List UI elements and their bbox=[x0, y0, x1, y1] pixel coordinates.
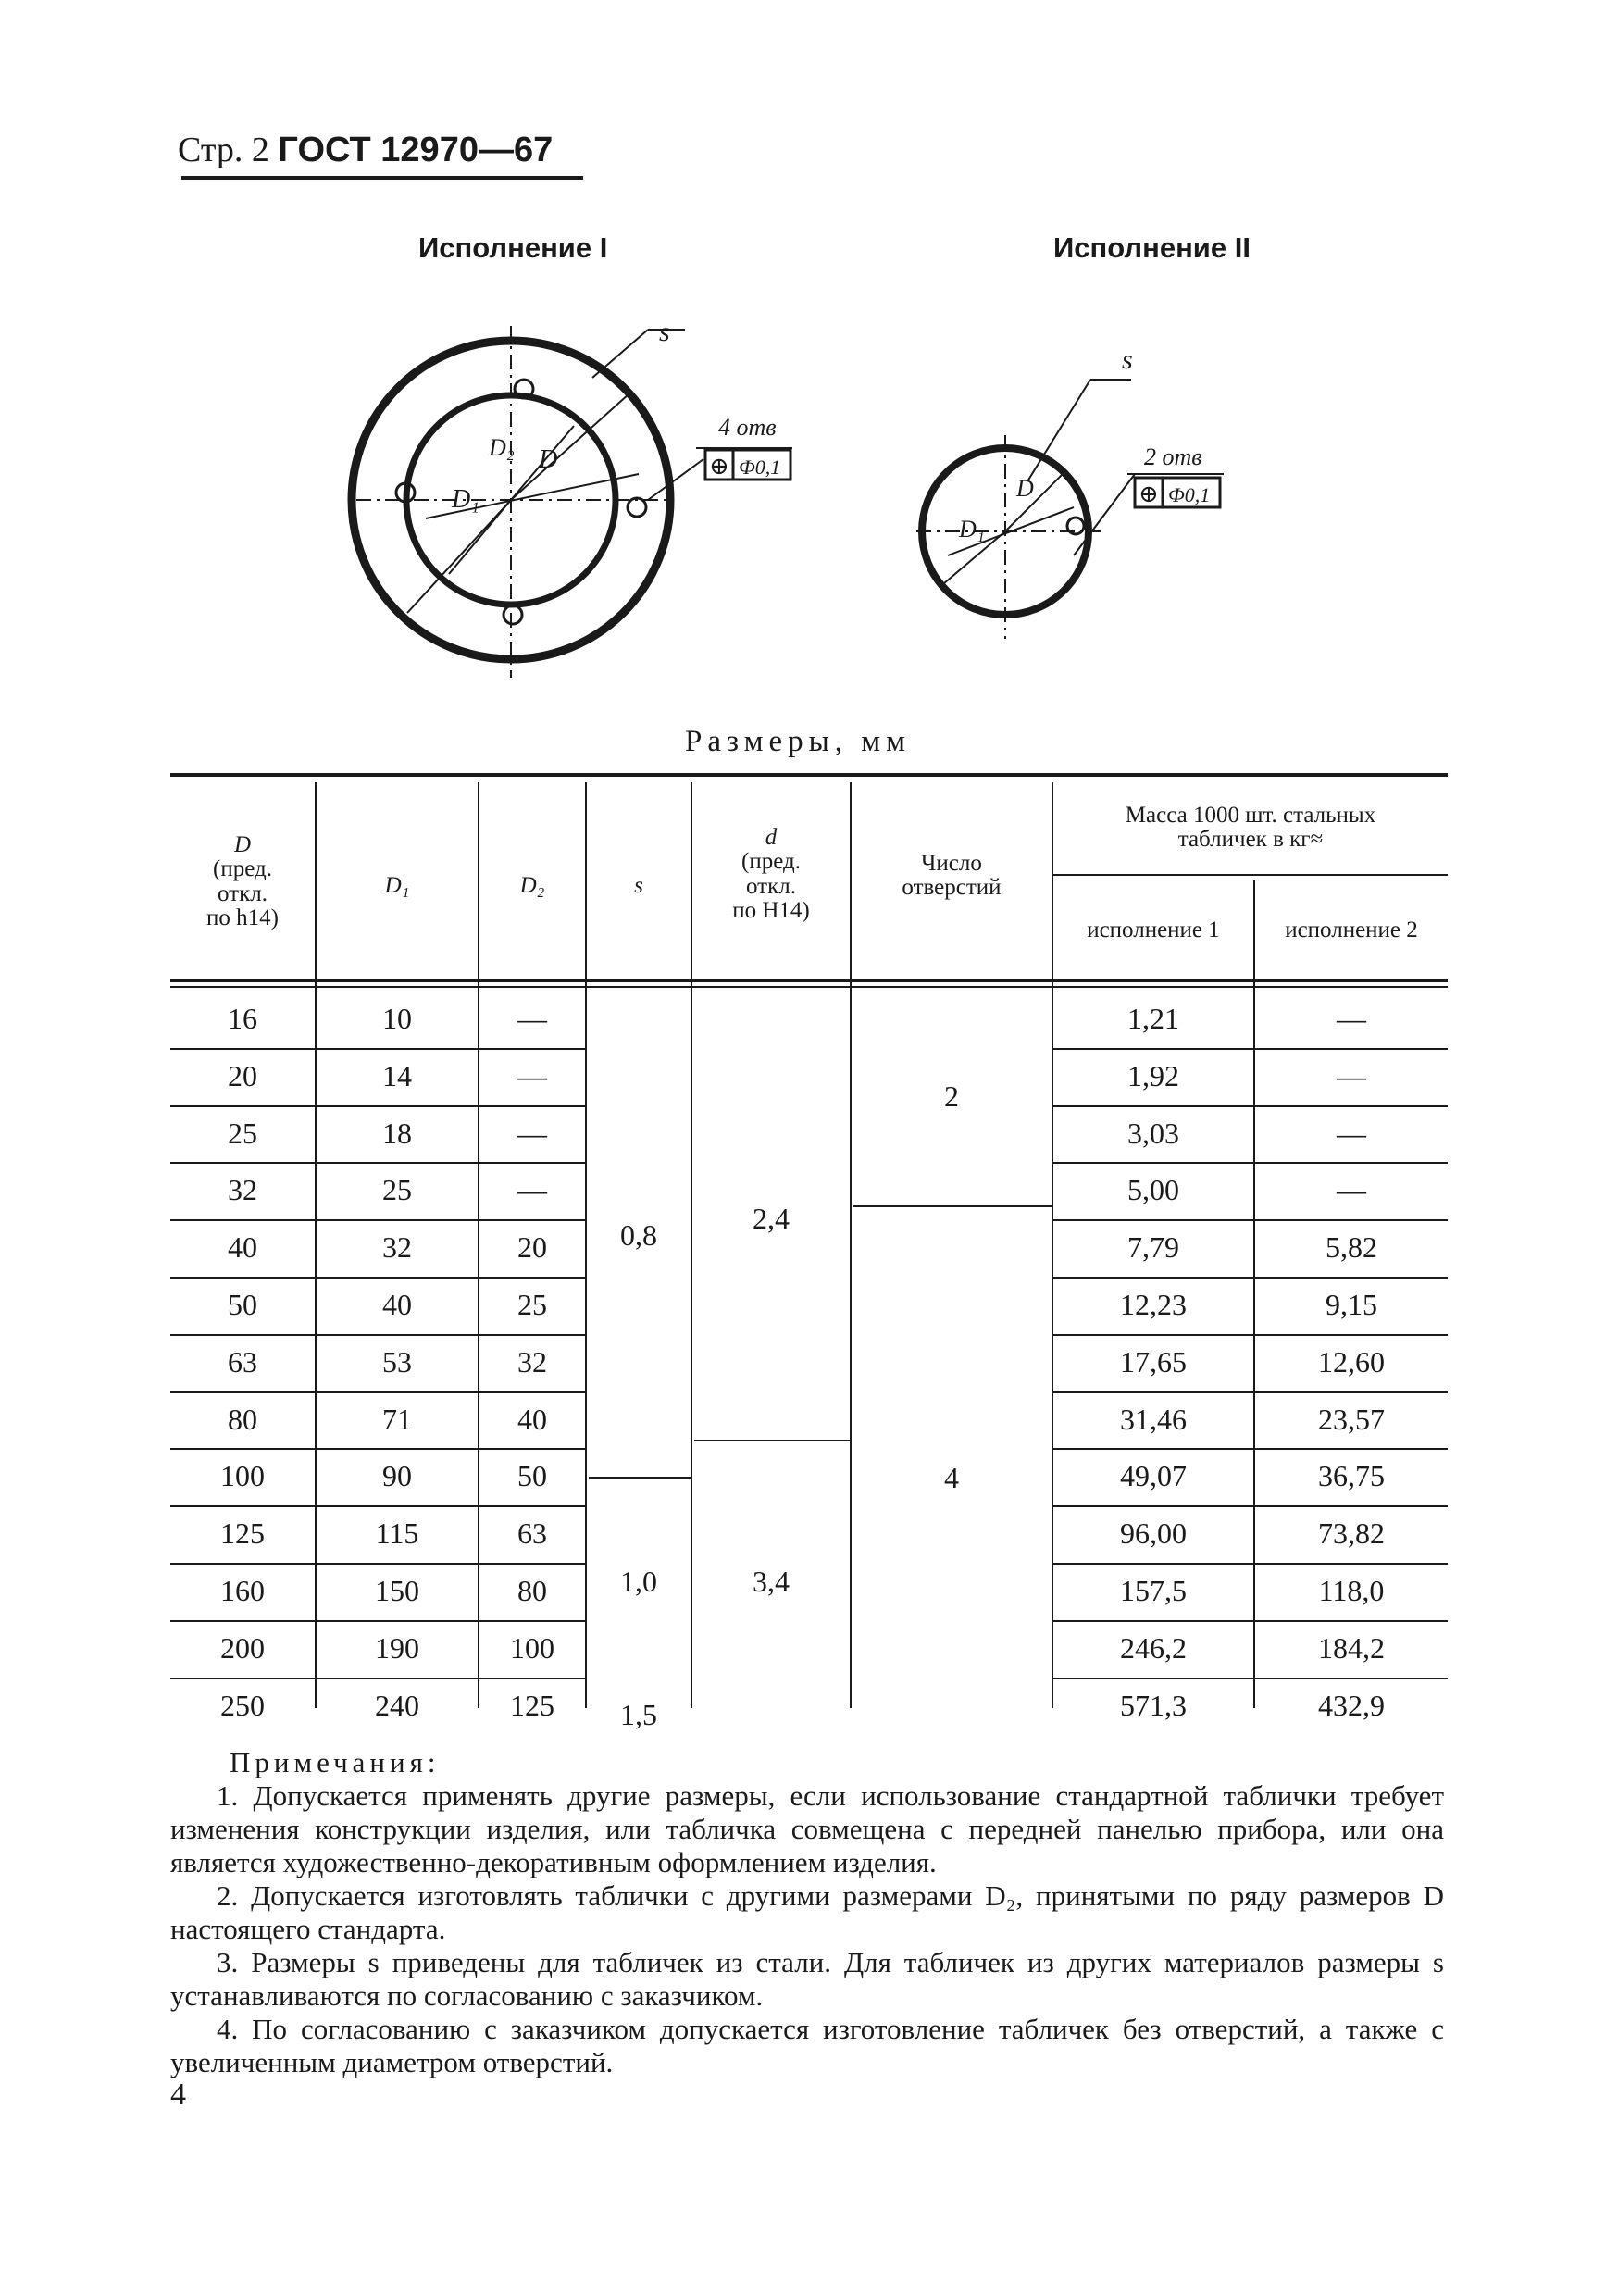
header-d-line: по H14) bbox=[732, 897, 810, 923]
row-rule bbox=[479, 1620, 585, 1622]
table-cell-D2: 125 bbox=[510, 1688, 554, 1722]
note-4: 4. По согласованию с заказчиком допускается изготовление табличек без отверстий, а также с увеличенным диаметром отверстий. bbox=[170, 2013, 1444, 2078]
table-cell-D2: 50 bbox=[517, 1459, 547, 1493]
table-cell-D2: 20 bbox=[517, 1230, 547, 1265]
row-rule bbox=[1255, 1162, 1448, 1164]
header-mass-line: табличек в кг≈ bbox=[1177, 827, 1324, 853]
table-cell-D1: 90 bbox=[382, 1459, 412, 1493]
header-D2: D₂ bbox=[519, 873, 545, 898]
table-cell-m2: 9,15 bbox=[1326, 1288, 1377, 1321]
table-cell-D1: 53 bbox=[382, 1344, 412, 1379]
header-D-line: по h14) bbox=[206, 905, 279, 930]
row-rule bbox=[1053, 1048, 1253, 1050]
note-1: 1. Допускается применять другие размеры, если использование стандартной таблички требует изменения конструкции изделия, или табличка совмещена с передней панелью прибора, или она является художественно-декоративным оформлением изделия. bbox=[170, 1779, 1444, 1878]
holes-value-2: 2 bbox=[944, 1079, 959, 1113]
header-s: s bbox=[634, 873, 643, 898]
table-cell-D1: 190 bbox=[375, 1630, 419, 1665]
table-cell-D: 16 bbox=[228, 1002, 257, 1035]
variant-1-title: Исполнение I bbox=[418, 231, 608, 264]
row-rule bbox=[317, 1277, 478, 1279]
header-mass-v1: исполнение 1 bbox=[1087, 917, 1220, 942]
row-rule bbox=[317, 1563, 478, 1565]
row-rule bbox=[170, 1105, 315, 1107]
table-cell-D: 20 bbox=[228, 1058, 257, 1092]
row-rule bbox=[170, 1448, 315, 1450]
row-rule bbox=[1255, 1448, 1448, 1450]
d-value-3-4: 3,4 bbox=[753, 1565, 790, 1598]
note-3: 3. Размеры s приведены для табличек из стали. Для табличек из других материалов размеры s устанавливаются по согласованию с заказчиком. bbox=[170, 1946, 1444, 2012]
table-cell-m1: 96,00 bbox=[1120, 1516, 1187, 1551]
row-rule bbox=[1053, 1620, 1253, 1622]
table-cell-m2: 12,60 bbox=[1318, 1344, 1385, 1379]
header-holes bbox=[852, 852, 1052, 901]
row-rule bbox=[479, 1678, 585, 1679]
table-cell-m1: 246,2 bbox=[1120, 1630, 1187, 1665]
holes-count-1: 4 отв bbox=[718, 414, 777, 441]
row-rule bbox=[1053, 1219, 1253, 1221]
table-cell-D: 100 bbox=[220, 1459, 265, 1493]
row-rule bbox=[1255, 1563, 1448, 1565]
row-rule bbox=[1053, 1505, 1253, 1507]
notes-title: Примечания: bbox=[230, 1746, 441, 1778]
header-D1: D₁ bbox=[384, 873, 410, 898]
row-rule bbox=[317, 1391, 478, 1393]
col-divider bbox=[850, 782, 852, 1708]
table-cell-m1: 1,21 bbox=[1127, 1002, 1179, 1035]
mass-header-rule bbox=[1053, 874, 1448, 876]
row-rule bbox=[1255, 1105, 1448, 1107]
row-rule bbox=[317, 1334, 478, 1336]
tolerance-value-2: Ф0,1 bbox=[1168, 483, 1211, 506]
table-cell-m2: — bbox=[1337, 1173, 1366, 1207]
row-rule bbox=[479, 1391, 585, 1393]
row-rule bbox=[170, 1563, 315, 1565]
row-rule bbox=[317, 1162, 478, 1164]
merge-rule-s bbox=[589, 1477, 691, 1479]
table-cell-D2: — bbox=[517, 1173, 547, 1207]
table-cell-m1: 31,46 bbox=[1120, 1402, 1187, 1436]
row-rule bbox=[1255, 1219, 1448, 1221]
table-cell-D: 40 bbox=[228, 1230, 257, 1265]
row-rule bbox=[479, 1048, 585, 1050]
drawing-variant-2 bbox=[916, 380, 1224, 639]
row-rule bbox=[1053, 1563, 1253, 1565]
row-rule bbox=[479, 1505, 585, 1507]
row-rule bbox=[1053, 1162, 1253, 1164]
table-cell-D2: 40 bbox=[517, 1402, 547, 1436]
header-holes-line: отверстий bbox=[902, 875, 1002, 901]
row-rule bbox=[1053, 1678, 1253, 1679]
table-title: Размеры, мм bbox=[685, 725, 912, 758]
header-bottom-rule bbox=[170, 979, 1448, 982]
table-cell-m1: 157,5 bbox=[1120, 1574, 1187, 1607]
table-cell-D1: 14 bbox=[382, 1058, 412, 1092]
merge-rule-holes bbox=[853, 1205, 1052, 1207]
table-cell-m1: 571,3 bbox=[1120, 1688, 1187, 1722]
header-d-symbol: d bbox=[765, 825, 778, 850]
label-D-1: D bbox=[539, 445, 558, 474]
table-cell-D2: — bbox=[517, 1116, 547, 1150]
row-rule bbox=[170, 1620, 315, 1622]
table-cell-m2: 23,57 bbox=[1318, 1402, 1385, 1436]
table-cell-D1: 71 bbox=[382, 1402, 412, 1436]
technical-drawing bbox=[0, 0, 1618, 704]
table-cell-D2: — bbox=[517, 1058, 547, 1092]
page-number-label: Стр. 2 bbox=[178, 131, 269, 169]
table-cell-D: 125 bbox=[220, 1516, 265, 1551]
tolerance-value-1: Ф0,1 bbox=[739, 455, 781, 479]
position-tolerance-symbol-1: ⊕ bbox=[709, 453, 729, 480]
table-cell-m2: 184,2 bbox=[1318, 1630, 1385, 1665]
label-s-2: s bbox=[1122, 344, 1133, 375]
label-D1-1: D₁ bbox=[452, 485, 479, 514]
row-rule bbox=[479, 1563, 585, 1565]
row-rule bbox=[1053, 1105, 1253, 1107]
row-rule bbox=[1255, 1048, 1448, 1050]
table-cell-D2: 25 bbox=[517, 1288, 547, 1321]
row-rule bbox=[317, 1505, 478, 1507]
table-cell-D: 50 bbox=[228, 1288, 257, 1321]
table-cell-m2: 118,0 bbox=[1318, 1574, 1385, 1607]
label-D-2: D bbox=[1016, 475, 1034, 502]
row-rule bbox=[1255, 1277, 1448, 1279]
drawing-variant-1 bbox=[352, 326, 792, 678]
s-value-1-5: 1,5 bbox=[620, 1698, 657, 1731]
table-cell-D1: 25 bbox=[382, 1173, 412, 1207]
row-rule bbox=[170, 1219, 315, 1221]
row-rule bbox=[170, 1678, 315, 1679]
row-rule bbox=[1255, 1678, 1448, 1679]
row-rule bbox=[317, 1048, 478, 1050]
table-cell-D: 63 bbox=[228, 1344, 257, 1379]
table-cell-D: 200 bbox=[220, 1630, 265, 1665]
row-rule bbox=[1255, 1620, 1448, 1622]
standard-number: ГОСТ 12970—67 bbox=[278, 131, 554, 169]
table-cell-D1: 240 bbox=[375, 1688, 419, 1722]
table-cell-m2: 432,9 bbox=[1318, 1688, 1385, 1722]
row-rule bbox=[317, 1219, 478, 1221]
variant-2-title: Исполнение II bbox=[1053, 231, 1251, 264]
position-tolerance-symbol-2: ⊕ bbox=[1139, 480, 1159, 507]
row-rule bbox=[170, 1048, 315, 1050]
header-mass bbox=[1053, 804, 1448, 853]
table-cell-m2: 36,75 bbox=[1318, 1459, 1385, 1493]
header-D bbox=[170, 833, 315, 930]
table-cell-D2: 100 bbox=[510, 1630, 554, 1665]
table-cell-D: 160 bbox=[220, 1574, 265, 1607]
row-rule bbox=[1255, 1391, 1448, 1393]
row-rule bbox=[479, 1162, 585, 1164]
page-number: 4 bbox=[170, 2078, 186, 2112]
table-cell-m2: — bbox=[1337, 1002, 1366, 1035]
row-rule bbox=[170, 1277, 315, 1279]
table-cell-D2: 63 bbox=[517, 1516, 547, 1551]
notes-section bbox=[170, 1746, 1444, 2079]
row-rule bbox=[1053, 1277, 1253, 1279]
table-cell-m2: 5,82 bbox=[1326, 1230, 1377, 1265]
row-rule bbox=[479, 1334, 585, 1336]
table-cell-D1: 18 bbox=[382, 1116, 412, 1150]
row-rule bbox=[317, 1678, 478, 1679]
row-rule bbox=[170, 1391, 315, 1393]
row-rule bbox=[170, 1334, 315, 1336]
d-value-2-4: 2,4 bbox=[753, 1202, 790, 1235]
table-cell-D: 250 bbox=[220, 1688, 265, 1722]
row-rule bbox=[317, 1620, 478, 1622]
row-rule bbox=[1255, 1334, 1448, 1336]
holes-count-2: 2 отв bbox=[1144, 443, 1202, 470]
row-rule bbox=[1053, 1391, 1253, 1393]
header-D-line: откл. bbox=[218, 880, 268, 906]
table-cell-m1: 3,03 bbox=[1127, 1116, 1179, 1150]
table-cell-m1: 7,79 bbox=[1127, 1230, 1179, 1265]
table-cell-D2: 32 bbox=[517, 1344, 547, 1379]
label-D2-1: D₂ bbox=[489, 434, 515, 461]
table-cell-D: 32 bbox=[228, 1173, 257, 1207]
header-D-symbol: D bbox=[233, 832, 252, 857]
header-mass-v2: исполнение 2 bbox=[1285, 917, 1418, 942]
merge-rule-d bbox=[694, 1440, 850, 1441]
header-d bbox=[692, 826, 850, 923]
header-holes-line: Число bbox=[921, 851, 982, 876]
row-rule bbox=[1053, 1334, 1253, 1336]
row-rule bbox=[479, 1105, 585, 1107]
row-rule bbox=[170, 1162, 315, 1164]
header-bottom-rule-2 bbox=[170, 986, 1448, 988]
table-top-rule bbox=[170, 773, 1448, 777]
row-rule bbox=[1255, 1505, 1448, 1507]
row-rule bbox=[170, 1505, 315, 1507]
table-cell-D2: 80 bbox=[517, 1574, 547, 1607]
table-cell-m1: 49,07 bbox=[1120, 1459, 1187, 1493]
table-cell-m1: 17,65 bbox=[1120, 1344, 1187, 1379]
row-rule bbox=[317, 1448, 478, 1450]
table-cell-D1: 10 bbox=[382, 1002, 412, 1035]
table-cell-m2: 73,82 bbox=[1318, 1516, 1385, 1551]
label-D1-2: D₁ bbox=[959, 516, 985, 543]
row-rule bbox=[317, 1105, 478, 1107]
table-cell-m1: 12,23 bbox=[1120, 1288, 1187, 1321]
table-cell-D1: 40 bbox=[382, 1288, 412, 1321]
holes-value-4: 4 bbox=[944, 1461, 959, 1494]
label-s-1: s bbox=[659, 317, 670, 347]
row-rule bbox=[479, 1448, 585, 1450]
row-rule bbox=[1053, 1448, 1253, 1450]
table-cell-D: 25 bbox=[228, 1116, 257, 1150]
header-D-line: (пред. bbox=[213, 856, 272, 882]
table-cell-D: 80 bbox=[228, 1402, 257, 1436]
row-rule bbox=[479, 1219, 585, 1221]
header-d-line: откл. bbox=[746, 873, 796, 899]
table-cell-m2: — bbox=[1337, 1116, 1366, 1150]
row-rule bbox=[479, 1277, 585, 1279]
table-cell-m1: 1,92 bbox=[1127, 1058, 1179, 1092]
table-cell-D1: 32 bbox=[382, 1230, 412, 1265]
s-value-1-0: 1,0 bbox=[620, 1565, 657, 1598]
table-cell-m2: — bbox=[1337, 1058, 1366, 1092]
note-2: 2. Допускается изготовлять таблички с другими размерами D₂, принятыми по ряду размеров D настоящего стандарта. bbox=[170, 1879, 1444, 1945]
table-cell-m1: 5,00 bbox=[1127, 1173, 1179, 1207]
header-mass-line: Масса 1000 шт. стальных bbox=[1125, 803, 1376, 828]
table-cell-D1: 115 bbox=[375, 1516, 419, 1551]
table-cell-D2: — bbox=[517, 1002, 547, 1035]
table-cell-D1: 150 bbox=[375, 1574, 419, 1607]
header-d-line: (пред. bbox=[741, 849, 801, 875]
s-value-0-8: 0,8 bbox=[620, 1218, 657, 1252]
